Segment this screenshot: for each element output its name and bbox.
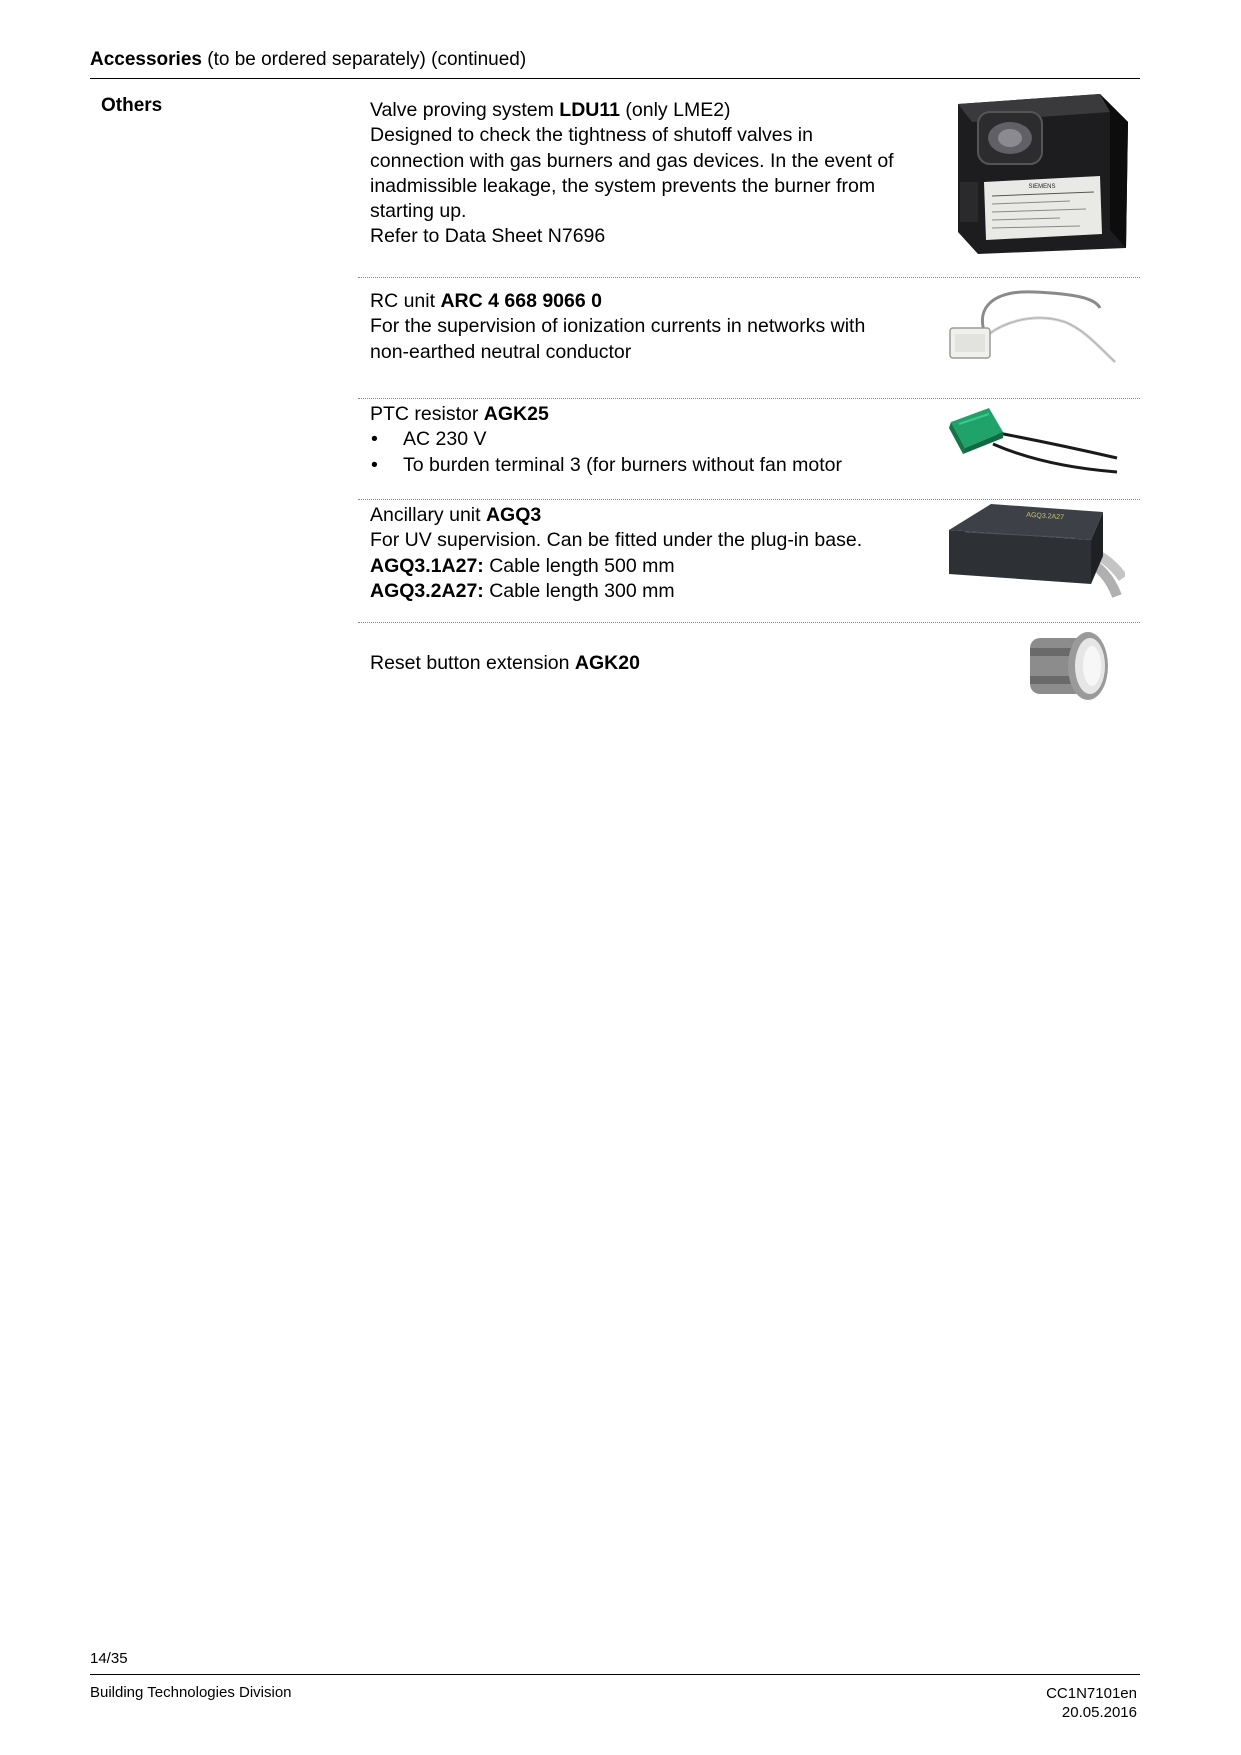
page-number: 14/35 bbox=[90, 1650, 128, 1667]
footer-rule bbox=[90, 1674, 1140, 1675]
accessory-rc-unit bbox=[370, 289, 930, 365]
document-date: 20.05.2016 bbox=[1061, 1704, 1137, 1721]
item-title: Valve proving system LDU11 (only LME2) bbox=[370, 99, 731, 121]
item-description-line: Designed to check the tightness of shutoff valves in bbox=[370, 124, 813, 147]
item-bullet-list bbox=[370, 427, 930, 478]
item-title: Ancillary unit AGQ3 bbox=[370, 504, 542, 526]
item-description-line: inadmissible leakage, the system prevents the burner from bbox=[370, 174, 876, 197]
reset-button-extension-photo bbox=[1022, 626, 1118, 706]
page-header bbox=[90, 49, 526, 71]
item-variant: AGQ3.2A27: Cable length 300 mm bbox=[370, 579, 675, 602]
item-code: AGK25 bbox=[483, 403, 549, 425]
rc-unit-photo bbox=[945, 282, 1125, 367]
item-code: ARC 4 668 9066 0 bbox=[440, 290, 602, 312]
document-id: CC1N7101en bbox=[1046, 1685, 1137, 1702]
accessory-ldu11 bbox=[370, 98, 930, 250]
ptc-resistor-photo bbox=[945, 402, 1125, 476]
footer-doc-info bbox=[1046, 1684, 1137, 1722]
header-rule bbox=[90, 78, 1140, 79]
footer-division: Building Technologies Division bbox=[90, 1684, 292, 1701]
item-description-line: Refer to Data Sheet N7696 bbox=[370, 225, 606, 248]
item-description-line: For UV supervision. Can be fitted under the plug-in base. bbox=[370, 529, 863, 552]
item-code: LDU11 bbox=[559, 99, 620, 121]
item-bullet: • To burden terminal 3 (for burners without fan motor bbox=[370, 453, 930, 478]
control-box-photo bbox=[950, 92, 1130, 256]
item-variant: AGQ3.1A27: Cable length 500 mm bbox=[370, 554, 675, 577]
item-description-line: non-earthed neutral conductor bbox=[370, 340, 632, 363]
item-title: PTC resistor AGK25 bbox=[370, 403, 549, 425]
ancillary-unit-photo bbox=[945, 500, 1125, 600]
item-code: AGQ3 bbox=[485, 504, 542, 526]
item-code: AGK20 bbox=[574, 652, 640, 674]
accessory-ptc-resistor bbox=[370, 402, 930, 478]
item-bullet: • AC 230 V bbox=[370, 427, 930, 452]
row-separator bbox=[358, 277, 1140, 278]
accessory-reset-button-extension bbox=[370, 651, 930, 676]
header-title-rest: (to be ordered separately) (continued) bbox=[201, 49, 527, 70]
device-label: AGQ3.2A27 bbox=[1026, 511, 1065, 522]
item-description-line: starting up. bbox=[370, 200, 467, 223]
row-separator bbox=[358, 622, 1140, 623]
section-label: Others bbox=[101, 95, 163, 116]
accessory-ancillary-unit bbox=[370, 503, 930, 604]
row-separator bbox=[358, 398, 1140, 399]
item-description-line: For the supervision of ionization currents in networks with bbox=[370, 315, 866, 338]
item-title: Reset button extension AGK20 bbox=[370, 652, 640, 674]
brand-label: SIEMENS bbox=[1028, 184, 1056, 190]
item-description-line: connection with gas burners and gas devices. In the event of bbox=[370, 149, 894, 172]
item-title: RC unit ARC 4 668 9066 0 bbox=[370, 290, 602, 312]
header-title-bold: Accessories bbox=[90, 49, 202, 70]
